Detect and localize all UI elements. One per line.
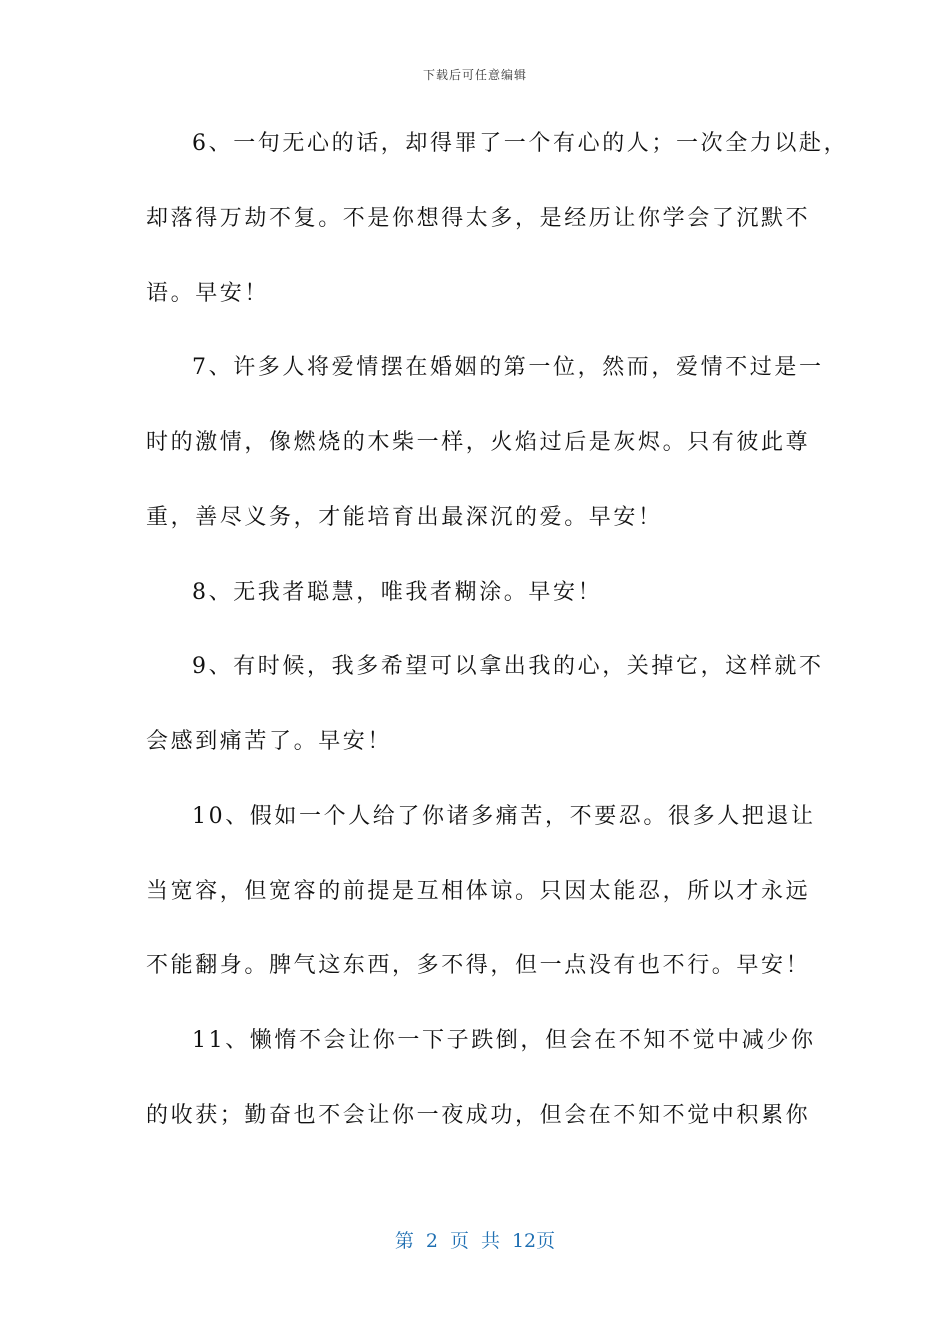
footer-prefix: 第	[394, 1230, 414, 1252]
page-header: 下载后可任意编辑	[422, 68, 527, 82]
paragraph-6-line-2: 却落得万劫不复。不是你想得太多，是经历让你学会了沉默不	[146, 206, 811, 231]
page-footer	[0, 1226, 950, 1253]
paragraph-11-line-2: 的收获；勤奋也不会让你一夜成功，但会在不知不觉中积累你	[146, 1103, 811, 1128]
paragraph-9-line-1: 9、有时候，我多希望可以拿出我的心，关掉它，这样就不	[192, 654, 824, 679]
paragraph-6-line-3: 语。早安！	[146, 281, 270, 306]
footer-page-label: 页	[449, 1230, 469, 1252]
footer-current-page: 2	[425, 1230, 438, 1252]
paragraph-7-line-1: 7、许多人将爱情摆在婚姻的第一位，然而，爱情不过是一	[192, 355, 824, 380]
paragraph-11-line-1: 11、懒惰不会让你一下子跌倒，但会在不知不觉中减少你	[192, 1028, 816, 1053]
footer-total-label: 共	[480, 1230, 500, 1252]
paragraph-7-line-3: 重，善尽义务，才能培育出最深沉的爱。早安！	[146, 505, 663, 530]
paragraph-10-line-3: 不能翻身。脾气这东西，多不得，但一点没有也不行。早安！	[146, 953, 811, 978]
paragraph-7-line-2: 时的激情，像燃烧的木柴一样，火焰过后是灰烬。只有彼此尊	[146, 430, 811, 455]
footer-total-pages: 12页	[511, 1230, 556, 1252]
paragraph-10-line-1: 10、假如一个人给了你诸多痛苦，不要忍。很多人把退让	[192, 804, 816, 829]
paragraph-6-line-1: 6、一句无心的话，却得罪了一个有心的人；一次全力以赴，	[192, 131, 849, 156]
paragraph-8-line-1: 8、无我者聪慧，唯我者糊涂。早安！	[192, 580, 603, 605]
paragraph-10-line-2: 当宽容，但宽容的前提是互相体谅。只因太能忍，所以才永远	[146, 879, 811, 904]
paragraph-9-line-2: 会感到痛苦了。早安！	[146, 729, 393, 754]
